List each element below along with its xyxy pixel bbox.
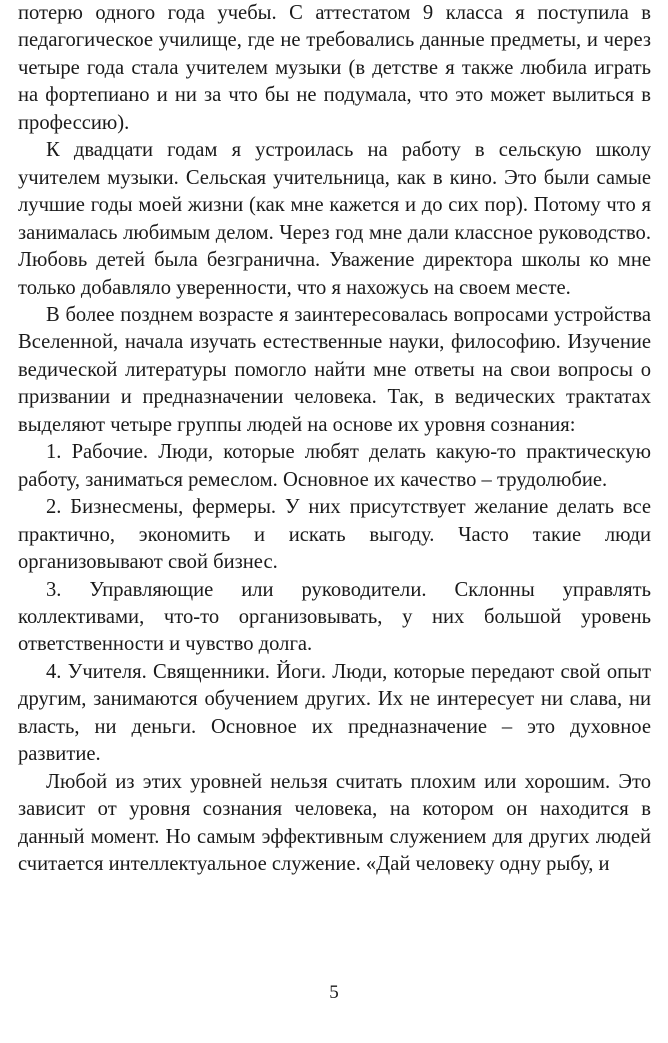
- list-item-1: 1. Рабочие. Люди, которые любят делать какую-то практическую работу, заниматься ремеслом. Основное их качество – трудолюбие.: [18, 441, 651, 491]
- paragraph: Любой из этих уровней нельзя считать плохим или хорошим. Это зависит от уровня сознания человека, на котором он находится в данный момент. Но самым эффективным служением для других людей считается интеллектуальное служение. «Дай человеку одну рыбу, и: [18, 770, 651, 876]
- page-body: [18, 0, 651, 879]
- page-number: 5: [329, 982, 339, 1003]
- paragraph: К двадцати годам я устроилась на работу в сельскую школу учителем музыки. Сельская учительница, как в кино. Это были самые лучшие годы моей жизни (как мне кажется и до сих пор). Потому что я занималась любимым делом. Через год мне дали классное руководство. Любовь детей была безгранична. Уважение директора школы ко мне только добавляло уверенности, что я нахожусь на своем месте.: [18, 139, 651, 299]
- paragraph: В более позднем возрасте я заинтересовалась вопросами устройства Вселенной, начала изучать естественные науки, философию. Изучение ведической литературы помогло найти мне ответы на свои вопросы о призвании и предназначении человека. Так, в ведических трактатах выделяют четыре группы людей на основе их уровня сознания:: [18, 303, 651, 436]
- list-item-3: 3. Управляющие или руководители. Склонны управлять коллективами, что-то организовывать, у них большой уровень ответственности и чувство долга.: [18, 578, 651, 656]
- list-item-4: 4. Учителя. Священники. Йоги. Люди, которые передают свой опыт другим, занимаются обучением других. Их не интересует ни слава, ни власть, ни деньги. Основное их предназначение – это духовное развитие.: [18, 660, 651, 766]
- list-item-2: 2. Бизнесмены, фермеры. У них присутствует желание делать все практично, экономить и искать выгоду. Часто такие люди организовывают свой бизнес.: [18, 496, 651, 574]
- paragraph-continuation: потерю одного года учебы. С аттестатом 9 класса я поступила в педагогическое училище, где не требовались данные предметы, и через четыре года стала учителем музыки (в детстве я также любила играть на фортепиано и ни за что бы не подумала, что это может вылиться в профессию).: [18, 2, 651, 134]
